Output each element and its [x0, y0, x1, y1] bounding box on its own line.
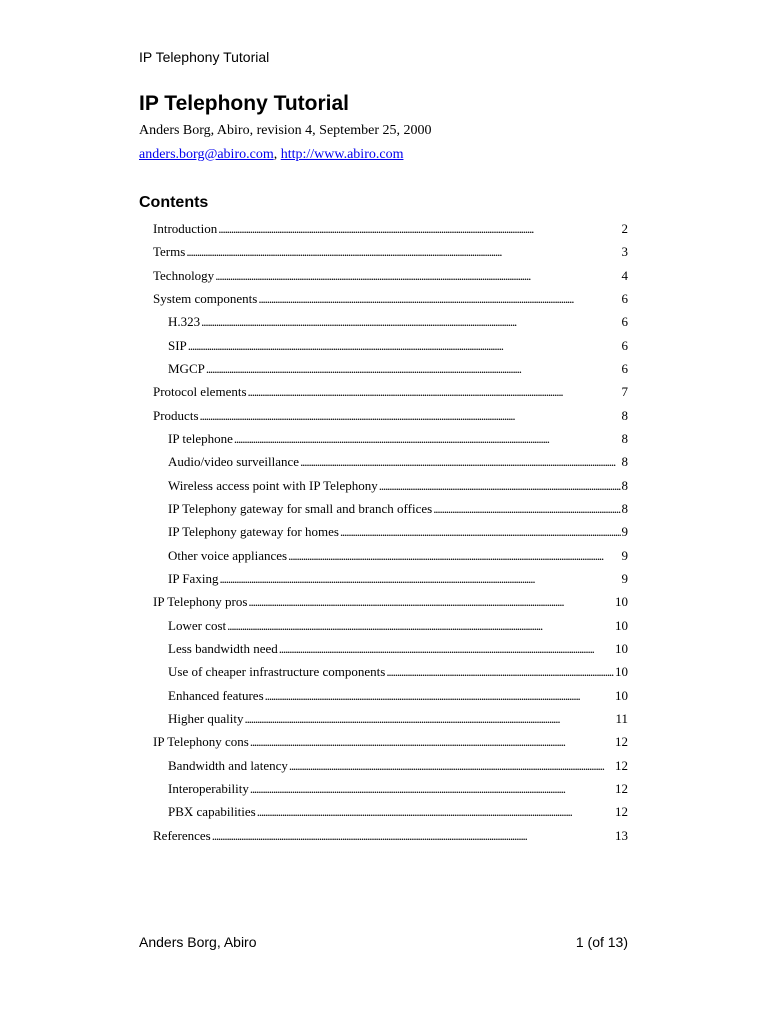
toc-entry-title: Terms [153, 244, 186, 260]
toc-dot-leader [379, 478, 621, 494]
toc-entry-title: MGCP [168, 361, 205, 376]
toc-dot-leader [227, 618, 614, 634]
toc-entry[interactable] [153, 289, 628, 307]
document-title: IP Telephony Tutorial [139, 92, 350, 115]
toc-entry[interactable] [153, 592, 628, 610]
toc-dot-leader [206, 361, 621, 377]
footer-page-number: 1 (of 13) [575, 934, 628, 950]
toc-dot-leader [289, 758, 614, 774]
toc-entry-page: 10 [615, 617, 628, 633]
toc-entry[interactable] [168, 336, 628, 354]
toc-entry[interactable] [168, 709, 628, 727]
toc-entry-title: Interoperability [168, 780, 249, 796]
toc-entry[interactable] [153, 219, 628, 237]
toc-entry-title: IP Telephony gateway for homes [168, 524, 339, 540]
toc-entry-page: 8 [621, 454, 628, 470]
contents-heading: Contents [139, 194, 209, 211]
toc-entry-title: Bandwidth and latency [168, 757, 288, 773]
toc-entry[interactable] [168, 779, 628, 797]
running-header: IP Telephony Tutorial [139, 49, 270, 65]
toc-dot-leader [200, 408, 621, 424]
toc-entry[interactable] [153, 406, 628, 424]
toc-entry-page: 8 [621, 501, 628, 516]
toc-dot-leader [188, 338, 621, 354]
toc-dot-leader [201, 314, 620, 330]
toc-entry-page: 10 [615, 664, 628, 680]
toc-entry-title: H.323 [168, 314, 201, 330]
toc-entry[interactable] [168, 616, 628, 634]
toc-entry-title: Protocol elements [153, 384, 247, 400]
toc-entry[interactable] [168, 662, 628, 680]
toc-dot-leader [433, 501, 620, 517]
toc-entry-title: Technology [153, 267, 215, 283]
toc-entry-title: IP Telephony pros [153, 594, 248, 610]
toc-entry-title: Introduction [153, 221, 218, 236]
toc-dot-leader [248, 384, 621, 400]
toc-entry-page: 9 [621, 571, 628, 586]
toc-dot-leader [265, 688, 614, 704]
toc-entry[interactable] [168, 522, 628, 540]
toc-entry-page: 6 [621, 337, 628, 353]
toc-entry-page: 13 [615, 827, 628, 843]
toc-entry-page: 10 [615, 687, 628, 703]
toc-entry-title: Other voice appliances [168, 547, 288, 563]
toc-entry-page: 7 [621, 384, 628, 400]
toc-entry[interactable] [153, 242, 628, 260]
toc-entry[interactable] [168, 546, 628, 564]
email-link[interactable]: anders.borg@abiro.com [139, 147, 274, 162]
toc-entry-title: IP telephone [168, 431, 233, 446]
toc-entry-title: IP Telephony gateway for small and branch offices [168, 501, 433, 516]
toc-entry-title: IP Telephony cons [153, 734, 249, 750]
toc-entry-title: Less bandwidth need [168, 640, 278, 656]
toc-entry-page: 9 [621, 524, 628, 540]
toc-entry-page: 3 [621, 244, 628, 260]
toc-entry-title: System components [153, 291, 258, 306]
toc-entry-title: Lower cost [168, 617, 227, 633]
toc-entry-page: 12 [615, 757, 628, 773]
toc-entry-page: 11 [615, 710, 628, 726]
toc-entry-title: References [153, 827, 211, 843]
toc-dot-leader [186, 244, 620, 260]
toc-entry-page: 4 [621, 267, 628, 283]
toc-entry-title: PBX capabilities [168, 804, 256, 820]
author-byline: Anders Borg, Abiro, revision 4, September 25, 2000 [139, 123, 432, 138]
toc-entry[interactable] [168, 429, 628, 447]
toc-entry-page: 6 [621, 314, 628, 330]
toc-entry-page: 10 [615, 640, 628, 656]
toc-dot-leader [218, 221, 620, 237]
toc-entry-title: SIP [168, 337, 187, 353]
toc-entry-page: 10 [615, 594, 628, 610]
toc-dot-leader [258, 291, 620, 307]
toc-dot-leader [219, 571, 620, 587]
toc-entry[interactable] [168, 476, 628, 494]
toc-dot-leader [234, 431, 621, 447]
toc-entry-title: Audio/video surveillance [168, 454, 300, 470]
toc-dot-leader [300, 454, 620, 470]
toc-entry[interactable] [168, 802, 628, 820]
toc-dot-leader [386, 664, 614, 680]
toc-dot-leader [212, 828, 614, 844]
toc-entry[interactable] [153, 826, 628, 844]
toc-entry-title: Wireless access point with IP Telephony [168, 477, 378, 493]
toc-entry-page: 12 [615, 734, 628, 750]
toc-entry[interactable] [168, 686, 628, 704]
toc-entry-page: 2 [621, 221, 628, 236]
toc-dot-leader [250, 781, 614, 797]
toc-dot-leader [340, 524, 621, 540]
contact-separator: , [273, 147, 281, 162]
toc-entry[interactable] [153, 266, 628, 284]
website-link[interactable]: http://www.abiro.com [280, 147, 404, 162]
toc-entry[interactable] [168, 312, 628, 330]
toc-dot-leader [244, 711, 614, 727]
toc-dot-leader [215, 268, 620, 284]
toc-entry-title: IP Faxing [168, 571, 219, 586]
toc-dot-leader [279, 641, 614, 657]
footer-author: Anders Borg, Abiro [139, 934, 257, 950]
toc-entry-page: 6 [621, 291, 628, 306]
toc-entry[interactable] [168, 639, 628, 657]
toc-dot-leader [288, 548, 620, 564]
toc-entry-page: 8 [621, 477, 628, 493]
toc-dot-leader [257, 804, 614, 820]
toc-entry-title: Higher quality [168, 710, 244, 726]
toc-entry[interactable] [153, 382, 628, 400]
toc-entry-page: 12 [615, 804, 628, 820]
toc-entry-page: 8 [621, 407, 628, 423]
toc-dot-leader [250, 734, 614, 750]
toc-entry-title: Use of cheaper infrastructure components [168, 664, 386, 680]
contact-line [139, 146, 403, 164]
toc-entry[interactable] [168, 452, 628, 470]
toc-entry-page: 9 [621, 547, 628, 563]
toc-entry-title: Products [153, 407, 199, 423]
toc-entry-page: 8 [621, 431, 628, 446]
toc-entry-page: 6 [621, 361, 628, 376]
toc-entry[interactable] [168, 499, 628, 517]
toc-entry[interactable] [168, 756, 628, 774]
toc-dot-leader [248, 594, 614, 610]
toc-entry-title: Enhanced features [168, 687, 264, 703]
toc-entry-page: 12 [615, 780, 628, 796]
toc-entry[interactable] [153, 732, 628, 750]
toc-entry[interactable] [168, 569, 628, 587]
toc-entry[interactable] [168, 359, 628, 377]
